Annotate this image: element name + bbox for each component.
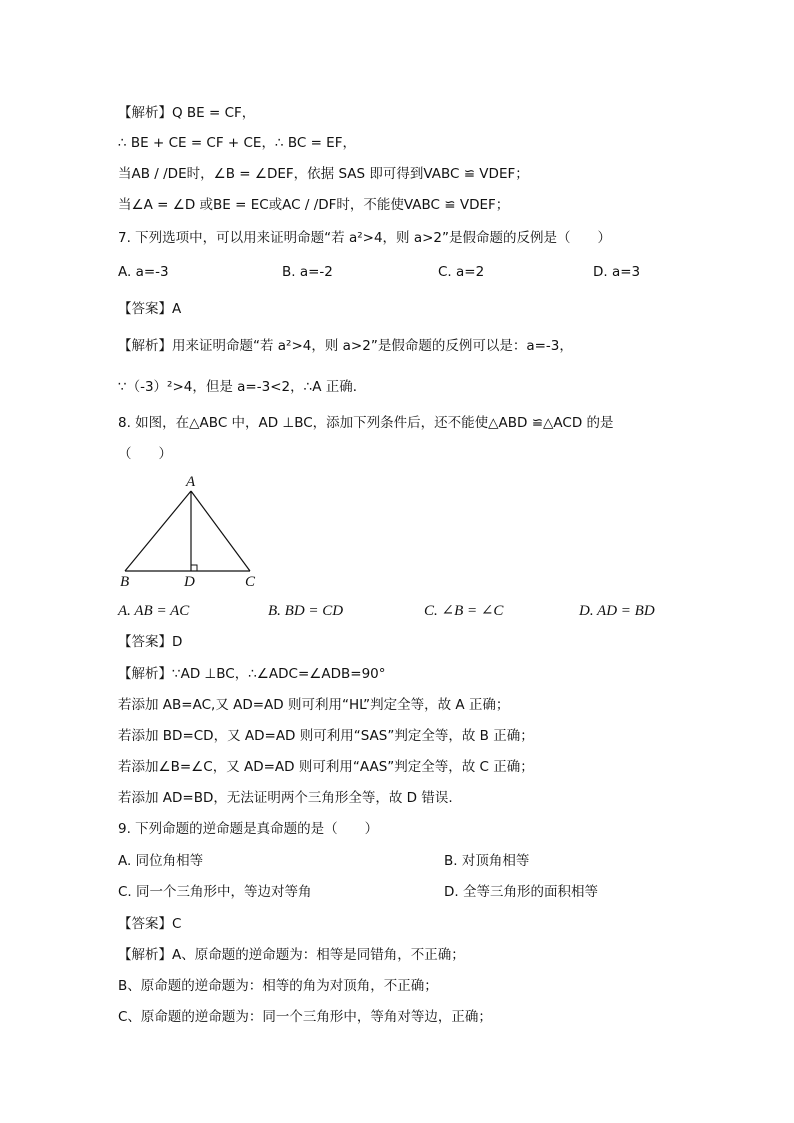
option-d: D. AD = BD [579, 603, 655, 619]
answer-line: 【答案】A [118, 301, 182, 317]
vertex-label-a: A [186, 474, 196, 490]
text-line: 当∠A = ∠D 或BE = EC或AC / /DF时，不能使VABC ≌ VDEF； [118, 197, 510, 213]
option-c: C. a=2 [438, 264, 485, 280]
option-d: D. a=3 [593, 264, 641, 280]
text-line: 【解析】Q BE = CF， [118, 105, 256, 121]
option-b: B. a=-2 [282, 264, 333, 280]
analysis-line: ∵（-3）²>4，但是 a=-3<2，∴A 正确． [118, 379, 367, 395]
text-line: ∴ BE + CE = CF + CE，∴ BC = EF， [118, 135, 356, 151]
analysis-line: 若添加 BD=CD，又 AD=AD 则可利用“SAS”判定全等，故 B 正确； [118, 728, 534, 744]
right-angle-mark [191, 565, 197, 571]
text-line: 当AB / /DE时，∠B = ∠DEF，依据 SAS 即可得到VABC ≌ VDEF； [118, 166, 529, 182]
option-a: A. a=-3 [118, 264, 169, 280]
question-stem: 9. 下列命题的逆命题是真命题的是（ ） [118, 821, 379, 837]
vertex-label-d: D [184, 574, 195, 590]
option-b: B. BD = CD [268, 603, 344, 619]
option-c: C. ∠B = ∠C [424, 603, 504, 619]
analysis-line: 若添加∠B=∠C，又 AD=AD 则可利用“AAS”判定全等，故 C 正确； [118, 759, 534, 775]
option-a: A. 同位角相等 [118, 853, 204, 869]
side-ac [191, 491, 250, 571]
triangle-figure [110, 472, 270, 592]
analysis-line: 若添加 AD=BD，无法证明两个三角形全等，故 D 错误. [118, 790, 453, 806]
analysis-line: 【解析】A、原命题的逆命题为：相等是同错角，不正确； [118, 947, 465, 963]
side-ab [125, 491, 191, 571]
vertex-label-c: C [245, 574, 256, 590]
analysis-line: 若添加 AB=AC,又 AD=AD 则可利用“HL”判定全等，故 A 正确； [118, 697, 510, 713]
option-b: B. 对顶角相等 [444, 853, 530, 869]
answer-line: 【答案】D [118, 634, 183, 650]
analysis-line: B、原命题的逆命题为：相等的角为对顶角，不正确； [118, 978, 438, 994]
option-d: D. 全等三角形的面积相等 [444, 884, 598, 900]
analysis-line: 【解析】∵AD ⊥BC，∴∠ADC=∠ADB=90° [118, 666, 386, 682]
vertex-label-b: B [120, 574, 130, 590]
answer-line: 【答案】C [118, 916, 182, 932]
analysis-line: 【解析】用来证明命题“若 a²>4，则 a>2”是假命题的反例可以是：a=-3， [118, 338, 573, 354]
question-stem: 7. 下列选项中，可以用来证明命题“若 a²>4，则 a>2”是假命题的反例是（ ） [118, 230, 611, 246]
option-c: C. 同一个三角形中，等边对等角 [118, 884, 312, 900]
answer-parentheses: （ ） [118, 446, 172, 462]
option-a: A. AB = AC [118, 603, 190, 619]
analysis-line: C、原命题的逆命题为：同一个三角形中，等角对等边，正确； [118, 1009, 492, 1025]
question-stem: 8. 如图，在△ABC 中，AD ⊥BC，添加下列条件后，还不能使△ABD ≌△ACD 的是 [118, 415, 614, 431]
